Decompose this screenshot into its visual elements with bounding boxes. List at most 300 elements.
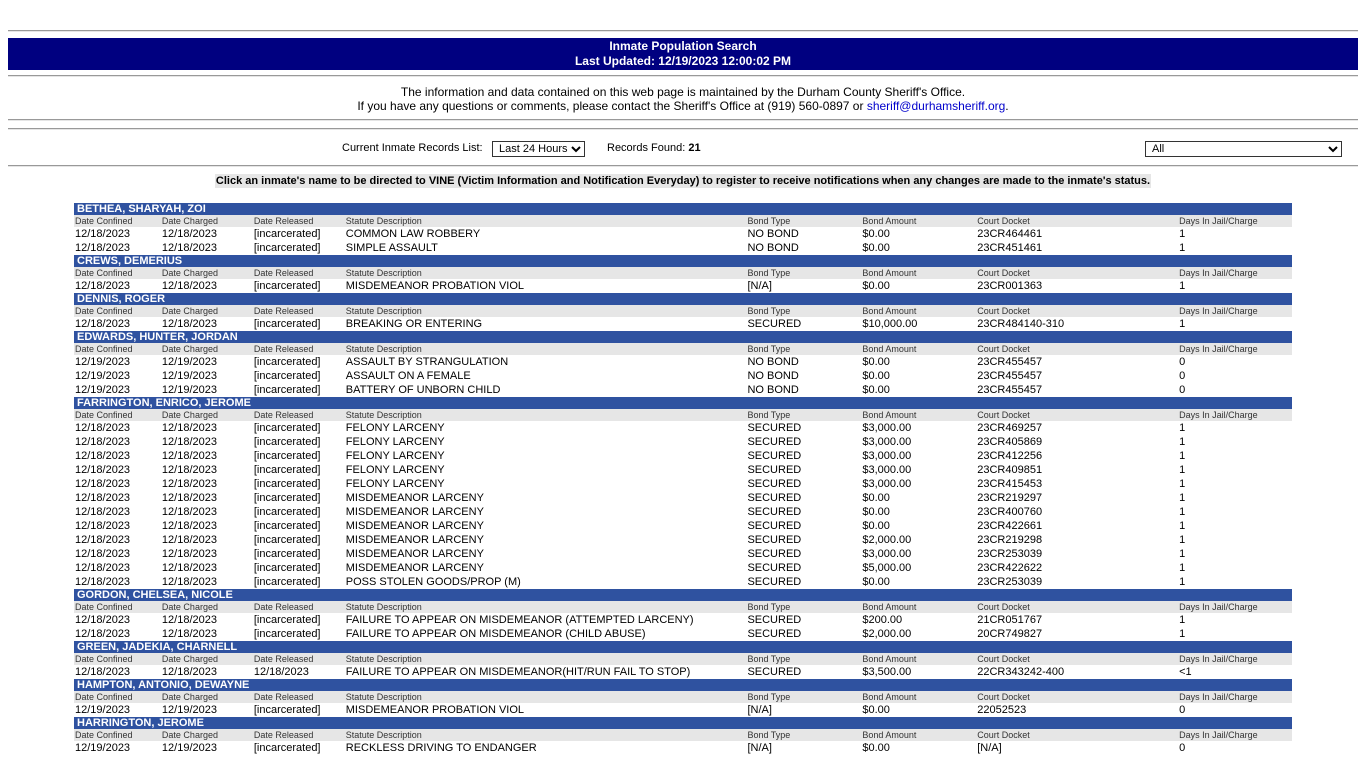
date-released: [incarcerated] (253, 478, 321, 490)
column-header-statute-description: Statute Description (345, 602, 422, 612)
date-confined: 12/19/2023 (75, 704, 131, 716)
statute-description: FELONY LARCENY (345, 436, 445, 448)
bond-amount: $0.00 (862, 742, 890, 754)
bond-type: SECURED (747, 520, 802, 532)
charge-row (74, 491, 1292, 505)
column-header-days-in-jail: Days In Jail/Charge (1179, 730, 1258, 740)
page-title: Inmate Population Search (609, 39, 757, 53)
days-in-jail: 1 (1179, 280, 1186, 292)
charge-row (74, 477, 1292, 491)
column-header-date-confined: Date Confined (75, 654, 133, 664)
date-charged: 12/18/2023 (161, 450, 217, 462)
date-confined: 12/18/2023 (75, 492, 131, 504)
inmate-block (74, 293, 1292, 331)
date-charged: 12/18/2023 (161, 478, 217, 490)
column-header-row (74, 215, 1292, 227)
date-released: [incarcerated] (253, 384, 321, 396)
statute-description: MISDEMEANOR LARCENY (345, 562, 484, 574)
column-header-days-in-jail: Days In Jail/Charge (1179, 602, 1258, 612)
charge-row (74, 383, 1292, 397)
column-header-court-docket: Court Docket (977, 730, 1030, 740)
statute-description: MISDEMEANOR LARCENY (345, 548, 484, 560)
bond-type: SECURED (747, 450, 802, 462)
date-released: [incarcerated] (253, 520, 321, 532)
info-line-2-suffix: . (1005, 99, 1009, 113)
bond-type: SECURED (747, 506, 802, 518)
bond-amount: $0.00 (862, 242, 890, 254)
charge-row (74, 665, 1292, 679)
court-docket: 23CR469257 (977, 422, 1043, 434)
date-charged: 12/18/2023 (161, 666, 217, 678)
records-list-control (342, 142, 483, 154)
statute-description: FELONY LARCENY (345, 422, 445, 434)
court-docket: 23CR253039 (977, 548, 1043, 560)
date-charged: 12/18/2023 (161, 520, 217, 532)
charge-row (74, 547, 1292, 561)
court-docket: 23CR405869 (977, 436, 1043, 448)
bond-amount: $3,000.00 (862, 478, 912, 490)
column-header-row (74, 305, 1292, 317)
date-released: [incarcerated] (253, 534, 321, 546)
bond-amount: $3,000.00 (862, 464, 912, 476)
date-charged: 12/18/2023 (161, 422, 217, 434)
date-charged: 12/18/2023 (161, 628, 217, 640)
charge-row (74, 449, 1292, 463)
court-docket: 20CR749827 (977, 628, 1043, 640)
bond-type: NO BOND (747, 370, 799, 382)
date-confined: 12/18/2023 (75, 280, 131, 292)
bond-amount: $0.00 (862, 704, 890, 716)
court-docket: 23CR455457 (977, 356, 1043, 368)
days-in-jail: 1 (1179, 506, 1186, 518)
court-docket: 23CR455457 (977, 384, 1043, 396)
date-released: [incarcerated] (253, 464, 321, 476)
bond-type: SECURED (747, 318, 802, 330)
days-in-jail: 1 (1179, 614, 1186, 626)
bond-type: NO BOND (747, 356, 799, 368)
top-divider (8, 30, 1358, 32)
column-header-court-docket: Court Docket (977, 602, 1030, 612)
column-header-row (74, 343, 1292, 355)
date-confined: 12/18/2023 (75, 450, 131, 462)
statute-description: ASSAULT BY STRANGULATION (345, 356, 509, 368)
column-header-date-released: Date Released (253, 410, 314, 420)
column-header-date-confined: Date Confined (75, 268, 133, 278)
date-charged: 12/18/2023 (161, 562, 217, 574)
statute-description: BATTERY OF UNBORN CHILD (345, 384, 501, 396)
court-docket: 23CR409851 (977, 464, 1043, 476)
date-confined: 12/19/2023 (75, 384, 131, 396)
date-confined: 12/18/2023 (75, 478, 131, 490)
filter-select[interactable] (1145, 141, 1342, 157)
column-header-bond-type: Bond Type (747, 344, 791, 354)
column-header-date-confined: Date Confined (75, 602, 133, 612)
court-docket: 23CR422661 (977, 520, 1043, 532)
statute-description: SIMPLE ASSAULT (345, 242, 438, 254)
charge-row (74, 317, 1292, 331)
court-docket: 23CR464461 (977, 228, 1043, 240)
column-header-bond-type: Bond Type (747, 306, 791, 316)
date-confined: 12/18/2023 (75, 520, 131, 532)
court-docket: 23CR253039 (977, 576, 1043, 588)
date-confined: 12/18/2023 (75, 534, 131, 546)
date-confined: 12/19/2023 (75, 742, 131, 754)
days-in-jail: 1 (1179, 422, 1186, 434)
column-header-row (74, 601, 1292, 613)
bond-type: SECURED (747, 422, 802, 434)
statute-description: FAILURE TO APPEAR ON MISDEMEANOR (CHILD ABUSE) (345, 628, 646, 640)
date-charged: 12/19/2023 (161, 356, 217, 368)
statute-description: ASSAULT ON A FEMALE (345, 370, 471, 382)
column-header-row (74, 409, 1292, 421)
column-header-bond-type: Bond Type (747, 730, 791, 740)
column-header-bond-amount: Bond Amount (862, 410, 917, 420)
court-docket: 23CR484140-310 (977, 318, 1065, 330)
date-confined: 12/18/2023 (75, 576, 131, 588)
days-in-jail: 0 (1179, 370, 1186, 382)
court-docket: 23CR219297 (977, 492, 1043, 504)
bond-amount: $0.00 (862, 228, 890, 240)
bond-type: [N/A] (747, 742, 772, 754)
date-released: [incarcerated] (253, 614, 321, 626)
bond-type: SECURED (747, 492, 802, 504)
date-released: [incarcerated] (253, 742, 321, 754)
inmate-block (74, 255, 1292, 293)
bond-type: SECURED (747, 576, 802, 588)
column-header-statute-description: Statute Description (345, 692, 422, 702)
statute-description: FAILURE TO APPEAR ON MISDEMEANOR(HIT/RUN FAIL TO STOP) (345, 666, 691, 678)
column-header-court-docket: Court Docket (977, 216, 1030, 226)
column-header-date-released: Date Released (253, 216, 314, 226)
column-header-days-in-jail: Days In Jail/Charge (1179, 306, 1258, 316)
court-docket: 23CR455457 (977, 370, 1043, 382)
date-released: [incarcerated] (253, 506, 321, 518)
date-confined: 12/18/2023 (75, 422, 131, 434)
statute-description: MISDEMEANOR LARCENY (345, 492, 484, 504)
column-header-row (74, 267, 1292, 279)
column-header-statute-description: Statute Description (345, 306, 422, 316)
divider (8, 128, 1358, 130)
bond-amount: $200.00 (862, 614, 903, 626)
statute-description: MISDEMEANOR PROBATION VIOL (345, 704, 525, 716)
charge-row (74, 227, 1292, 241)
column-header-bond-amount: Bond Amount (862, 344, 917, 354)
date-charged: 12/18/2023 (161, 318, 217, 330)
inmate-records (74, 203, 1292, 755)
bond-type: SECURED (747, 464, 802, 476)
date-released: [incarcerated] (253, 318, 321, 330)
date-charged: 12/19/2023 (161, 704, 217, 716)
info-text (8, 85, 1358, 113)
column-header-court-docket: Court Docket (977, 410, 1030, 420)
statute-description: MISDEMEANOR PROBATION VIOL (345, 280, 525, 292)
inmate-name-link[interactable]: DENNIS, ROGER (74, 293, 1292, 305)
date-released: [incarcerated] (253, 704, 321, 716)
bond-amount: $2,000.00 (862, 628, 912, 640)
column-header-bond-amount: Bond Amount (862, 654, 917, 664)
days-in-jail: 1 (1179, 576, 1186, 588)
date-confined: 12/18/2023 (75, 666, 131, 678)
page-banner (8, 38, 1358, 70)
date-charged: 12/18/2023 (161, 576, 217, 588)
column-header-statute-description: Statute Description (345, 268, 422, 278)
bond-amount: $0.00 (862, 356, 890, 368)
court-docket: 23CR412256 (977, 450, 1043, 462)
date-released: [incarcerated] (253, 228, 321, 240)
date-charged: 12/18/2023 (161, 280, 217, 292)
sheriff-email-link[interactable]: sheriff@durhamsheriff.org (866, 99, 1006, 113)
bond-amount: $5,000.00 (862, 562, 912, 574)
days-in-jail: 1 (1179, 534, 1186, 546)
charge-row (74, 703, 1292, 717)
statute-description: MISDEMEANOR LARCENY (345, 520, 484, 532)
date-released: [incarcerated] (253, 422, 321, 434)
days-in-jail: 1 (1179, 492, 1186, 504)
column-header-bond-amount: Bond Amount (862, 730, 917, 740)
date-released: [incarcerated] (253, 548, 321, 560)
column-header-date-released: Date Released (253, 692, 314, 702)
date-charged: 12/19/2023 (161, 742, 217, 754)
days-in-jail: 0 (1179, 742, 1186, 754)
date-released: [incarcerated] (253, 370, 321, 382)
court-docket: 23CR001363 (977, 280, 1043, 292)
records-found-label: Records Found: (607, 142, 686, 154)
days-in-jail: 0 (1179, 384, 1186, 396)
court-docket: 21CR051767 (977, 614, 1043, 626)
date-confined: 12/19/2023 (75, 370, 131, 382)
bond-type: SECURED (747, 548, 802, 560)
bond-amount: $3,000.00 (862, 422, 912, 434)
date-released: [incarcerated] (253, 562, 321, 574)
column-header-days-in-jail: Days In Jail/Charge (1179, 268, 1258, 278)
column-header-court-docket: Court Docket (977, 692, 1030, 702)
bond-amount: $0.00 (862, 280, 890, 292)
column-header-bond-amount: Bond Amount (862, 692, 917, 702)
charge-row (74, 369, 1292, 383)
column-header-date-charged: Date Charged (161, 306, 218, 316)
date-charged: 12/18/2023 (161, 228, 217, 240)
charge-row (74, 519, 1292, 533)
bond-type: [N/A] (747, 704, 772, 716)
column-header-date-charged: Date Charged (161, 344, 218, 354)
bond-amount: $0.00 (862, 506, 890, 518)
days-in-jail: 0 (1179, 704, 1186, 716)
charge-row (74, 463, 1292, 477)
column-header-days-in-jail: Days In Jail/Charge (1179, 344, 1258, 354)
inmate-name-link[interactable]: BETHEA, SHARYAH, ZOI (74, 203, 1292, 215)
inmate-block (74, 331, 1292, 397)
divider (8, 165, 1358, 167)
column-header-date-confined: Date Confined (75, 692, 133, 702)
court-docket: 22052523 (977, 704, 1027, 716)
days-in-jail: 1 (1179, 562, 1186, 574)
column-header-date-released: Date Released (253, 730, 314, 740)
court-docket: 23CR415453 (977, 478, 1043, 490)
column-header-date-released: Date Released (253, 602, 314, 612)
column-header-date-charged: Date Charged (161, 730, 218, 740)
info-line-2-text: If you have any questions or comments, please contact the Sheriff's Office at (919) 560-0897 or (357, 99, 864, 113)
column-header-court-docket: Court Docket (977, 268, 1030, 278)
column-header-statute-description: Statute Description (345, 654, 422, 664)
bond-amount: $10,000.00 (862, 318, 918, 330)
column-header-date-confined: Date Confined (75, 730, 133, 740)
bond-amount: $0.00 (862, 576, 890, 588)
charge-row (74, 627, 1292, 641)
statute-description: POSS STOLEN GOODS/PROP (M) (345, 576, 521, 588)
date-charged: 12/18/2023 (161, 534, 217, 546)
column-header-bond-type: Bond Type (747, 410, 791, 420)
column-header-bond-type: Bond Type (747, 216, 791, 226)
column-header-bond-amount: Bond Amount (862, 268, 917, 278)
inmate-block (74, 397, 1292, 589)
column-header-bond-type: Bond Type (747, 692, 791, 702)
date-charged: 12/18/2023 (161, 464, 217, 476)
date-released: [incarcerated] (253, 576, 321, 588)
bond-type: SECURED (747, 666, 802, 678)
date-charged: 12/18/2023 (161, 506, 217, 518)
inmate-name-link[interactable]: HARRINGTON, JEROME (74, 717, 1292, 729)
column-header-statute-description: Statute Description (345, 730, 422, 740)
inmate-name-link[interactable]: GORDON, CHELSEA, NICOLE (74, 589, 1292, 601)
days-in-jail: 1 (1179, 318, 1186, 330)
date-charged: 12/19/2023 (161, 384, 217, 396)
bond-type: SECURED (747, 614, 802, 626)
column-header-date-confined: Date Confined (75, 410, 133, 420)
court-docket: 22CR343242-400 (977, 666, 1065, 678)
column-header-court-docket: Court Docket (977, 344, 1030, 354)
statute-description: FAILURE TO APPEAR ON MISDEMEANOR (ATTEMPTED LARCENY) (345, 614, 694, 626)
bond-type: NO BOND (747, 242, 799, 254)
info-line-2 (8, 99, 1358, 113)
court-docket: 23CR451461 (977, 242, 1043, 254)
bond-amount: $3,000.00 (862, 436, 912, 448)
column-header-days-in-jail: Days In Jail/Charge (1179, 410, 1258, 420)
inmate-block (74, 589, 1292, 641)
charge-row (74, 533, 1292, 547)
inmate-name-link[interactable]: EDWARDS, HUNTER, JORDAN (74, 331, 1292, 343)
bond-type: SECURED (747, 478, 802, 490)
date-charged: 12/18/2023 (161, 242, 217, 254)
date-confined: 12/18/2023 (75, 506, 131, 518)
statute-description: BREAKING OR ENTERING (345, 318, 483, 330)
column-header-date-charged: Date Charged (161, 692, 218, 702)
days-in-jail: 1 (1179, 436, 1186, 448)
date-confined: 12/18/2023 (75, 464, 131, 476)
column-header-date-released: Date Released (253, 268, 314, 278)
column-header-statute-description: Statute Description (345, 216, 422, 226)
info-line-1: The information and data contained on this web page is maintained by the Durham County Sheriff's Office. (400, 85, 966, 99)
charge-row (74, 741, 1292, 755)
inmate-name-link[interactable]: GREEN, JADEKIA, CHARNELL (74, 641, 1292, 653)
column-header-row (74, 729, 1292, 741)
bond-amount: $3,500.00 (862, 666, 912, 678)
records-list-select[interactable] (492, 141, 585, 157)
bond-amount: $3,000.00 (862, 450, 912, 462)
records-list-label: Current Inmate Records List: (342, 142, 483, 154)
charge-row (74, 435, 1292, 449)
column-header-date-charged: Date Charged (161, 410, 218, 420)
bond-type: SECURED (747, 436, 802, 448)
inmate-name-link[interactable]: FARRINGTON, ENRICO, JEROME (74, 397, 1292, 409)
column-header-date-charged: Date Charged (161, 602, 218, 612)
statute-description: MISDEMEANOR LARCENY (345, 506, 484, 518)
column-header-bond-amount: Bond Amount (862, 306, 917, 316)
date-charged: 12/19/2023 (161, 370, 217, 382)
days-in-jail: 1 (1179, 228, 1186, 240)
column-header-date-released: Date Released (253, 654, 314, 664)
date-released: [incarcerated] (253, 356, 321, 368)
inmate-block (74, 679, 1292, 717)
column-header-date-charged: Date Charged (161, 654, 218, 664)
charge-row (74, 421, 1292, 435)
column-header-date-charged: Date Charged (161, 268, 218, 278)
date-charged: 12/18/2023 (161, 548, 217, 560)
bond-amount: $3,000.00 (862, 548, 912, 560)
inmate-name-link[interactable]: HAMPTON, ANTONIO, DEWAYNE (74, 679, 1292, 691)
statute-description: FELONY LARCENY (345, 450, 445, 462)
date-charged: 12/18/2023 (161, 492, 217, 504)
court-docket: 23CR422622 (977, 562, 1043, 574)
vine-notice: Click an inmate's name to be directed to VINE (Victim Information and Notification Everyday) to register to receive notifications when any changes are made to the inmate's status. (215, 175, 1151, 187)
bond-amount: $0.00 (862, 492, 890, 504)
days-in-jail: 1 (1179, 548, 1186, 560)
column-header-days-in-jail: Days In Jail/Charge (1179, 654, 1258, 664)
date-charged: 12/18/2023 (161, 614, 217, 626)
column-header-date-released: Date Released (253, 306, 314, 316)
statute-description: FELONY LARCENY (345, 478, 445, 490)
statute-description: MISDEMEANOR LARCENY (345, 534, 484, 546)
column-header-days-in-jail: Days In Jail/Charge (1179, 216, 1258, 226)
column-header-bond-type: Bond Type (747, 654, 791, 664)
bond-type: [N/A] (747, 280, 772, 292)
date-released: 12/18/2023 (253, 666, 309, 678)
date-confined: 12/18/2023 (75, 318, 131, 330)
bond-amount: $0.00 (862, 370, 890, 382)
date-released: [incarcerated] (253, 280, 321, 292)
charge-row (74, 561, 1292, 575)
bond-type: NO BOND (747, 384, 799, 396)
column-header-date-confined: Date Confined (75, 306, 133, 316)
date-confined: 12/18/2023 (75, 562, 131, 574)
inmate-name-link[interactable]: CREWS, DEMERIUS (74, 255, 1292, 267)
days-in-jail: 1 (1179, 242, 1186, 254)
last-updated: Last Updated: 12/19/2023 12:00:02 PM (574, 54, 792, 68)
days-in-jail: <1 (1179, 666, 1192, 678)
days-in-jail: 1 (1179, 520, 1186, 532)
inmate-block (74, 203, 1292, 255)
bond-type: SECURED (747, 562, 802, 574)
charge-row (74, 279, 1292, 293)
charge-row (74, 575, 1292, 589)
date-confined: 12/18/2023 (75, 628, 131, 640)
column-header-date-confined: Date Confined (75, 344, 133, 354)
charge-row (74, 505, 1292, 519)
date-confined: 12/18/2023 (75, 228, 131, 240)
days-in-jail: 1 (1179, 628, 1186, 640)
column-header-bond-type: Bond Type (747, 268, 791, 278)
bond-type: NO BOND (747, 228, 799, 240)
divider (8, 119, 1358, 121)
statute-description: FELONY LARCENY (345, 464, 445, 476)
court-docket: 23CR219298 (977, 534, 1043, 546)
date-confined: 12/18/2023 (75, 614, 131, 626)
column-header-bond-amount: Bond Amount (862, 216, 917, 226)
date-released: [incarcerated] (253, 242, 321, 254)
days-in-jail: 1 (1179, 464, 1186, 476)
court-docket: 23CR400760 (977, 506, 1043, 518)
bond-amount: $0.00 (862, 384, 890, 396)
days-in-jail: 0 (1179, 356, 1186, 368)
